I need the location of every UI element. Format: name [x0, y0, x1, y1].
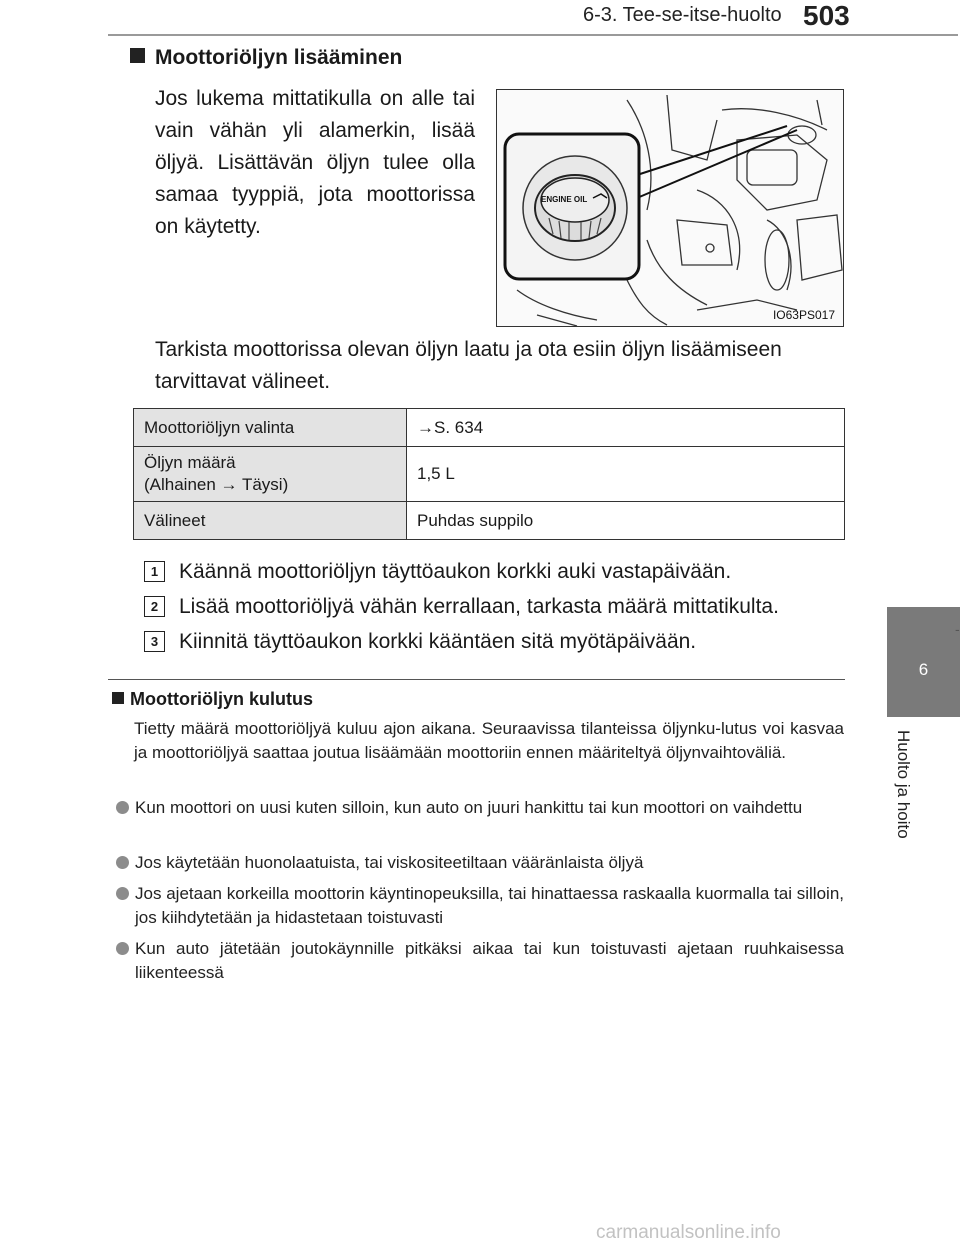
table-key [134, 447, 407, 502]
chapter-title-text: Huolto ja hoito [894, 730, 913, 839]
step-text: Lisää moottoriöljyä vähän kerrallaan, tarkasta määrä mittatikulta. [179, 595, 779, 618]
table-key: Moottoriöljyn valinta [134, 409, 407, 447]
edge-mark: - [955, 621, 960, 637]
table-row [134, 502, 845, 540]
table-row [134, 447, 845, 502]
preparation-paragraph: Tarkista moottorissa olevan öljyn laatu ja ota esiin öljyn lisäämiseen tarvittavat välineet. [155, 338, 782, 393]
chapter-number: 6 [918, 660, 929, 679]
page-number: 503 [803, 0, 850, 31]
list-item [116, 937, 844, 985]
section-divider [108, 679, 845, 680]
figure-code: IO63PS017 [772, 308, 835, 322]
list-item [116, 796, 844, 820]
intro-paragraph: Jos lukema mittatikulla on alle tai vain vähän yli alamerkin, lisää öljyä. Lisättävän öljyn tulee olla samaa tyyppiä, jota moottorissa on käytetty. [155, 87, 475, 238]
engine-bay-illustration [497, 90, 844, 327]
list-item-text: Kun auto jätetään joutokäynnille pitkäksi aikaa tai kun toistuvasti ajetaan ruuhkaisessa liikenteessä [135, 939, 844, 982]
table-key-line: Öljyn määrä [144, 453, 236, 472]
header-rule [108, 34, 958, 36]
list-item-text: Kun moottori on uusi kuten silloin, kun auto on juuri hankittu tai kun moottori on vaihdettu [135, 798, 803, 817]
section-title [130, 46, 402, 70]
step-2 [144, 595, 779, 619]
consumption-title [112, 689, 313, 710]
oil-info-table [133, 408, 845, 540]
chapter-title [893, 730, 923, 860]
circle-bullet-icon [116, 887, 129, 900]
consumption-title-text: Moottoriöljyn kulutus [130, 689, 313, 709]
table-key: Välineet [134, 502, 407, 540]
table-value: →S. 634 [407, 409, 845, 447]
table-value: 1,5 L [407, 447, 845, 502]
cap-label: ENGINE OIL [541, 195, 588, 204]
step-number: 3 [144, 631, 165, 652]
list-item-text: Jos käytetään huonolaatuista, tai viskositeetiltaan vääränlaista öljyä [135, 853, 644, 872]
section-title-text: Moottoriöljyn lisääminen [155, 46, 403, 69]
section-header: 6-3. Tee-se-itse-huolto [583, 4, 782, 26]
circle-bullet-icon [116, 856, 129, 869]
consumption-body: Tietty määrä moottoriöljyä kuluu ajon aikana. Seuraavissa tilanteissa öljynku-lutus voi kasvaa ja moottoriöljyä saattaa joutua lisäämään moottoriin ennen määriteltyä öljynvaihtoväliä. [134, 719, 844, 762]
step-text: Kiinnitä täyttöaukon korkki kääntäen sitä myötäpäivään. [179, 630, 697, 653]
square-bullet-icon [130, 48, 145, 63]
step-1 [144, 560, 731, 584]
step-number: 2 [144, 596, 165, 617]
square-bullet-icon [112, 692, 124, 704]
list-item-text: Jos ajetaan korkeilla moottorin käyntinopeuksilla, tai hinattaessa raskaalla kuormalla tai silloin, jos kiihdytetään ja hidastetaan toistuvasti [135, 884, 844, 927]
engine-oil-figure [496, 89, 844, 327]
step-text: Käännä moottoriöljyn täyttöaukon korkki auki vastapäivään. [179, 560, 732, 583]
circle-bullet-icon [116, 942, 129, 955]
table-value: Puhdas suppilo [407, 502, 845, 540]
step-number: 1 [144, 561, 165, 582]
list-item [116, 851, 844, 875]
step-3 [144, 630, 696, 654]
watermark: carmanualsonline.info [596, 1222, 781, 1243]
circle-bullet-icon [116, 801, 129, 814]
list-item [116, 882, 844, 930]
table-key-line: (Alhainen → Täysi) [144, 475, 289, 494]
table-row [134, 409, 845, 447]
